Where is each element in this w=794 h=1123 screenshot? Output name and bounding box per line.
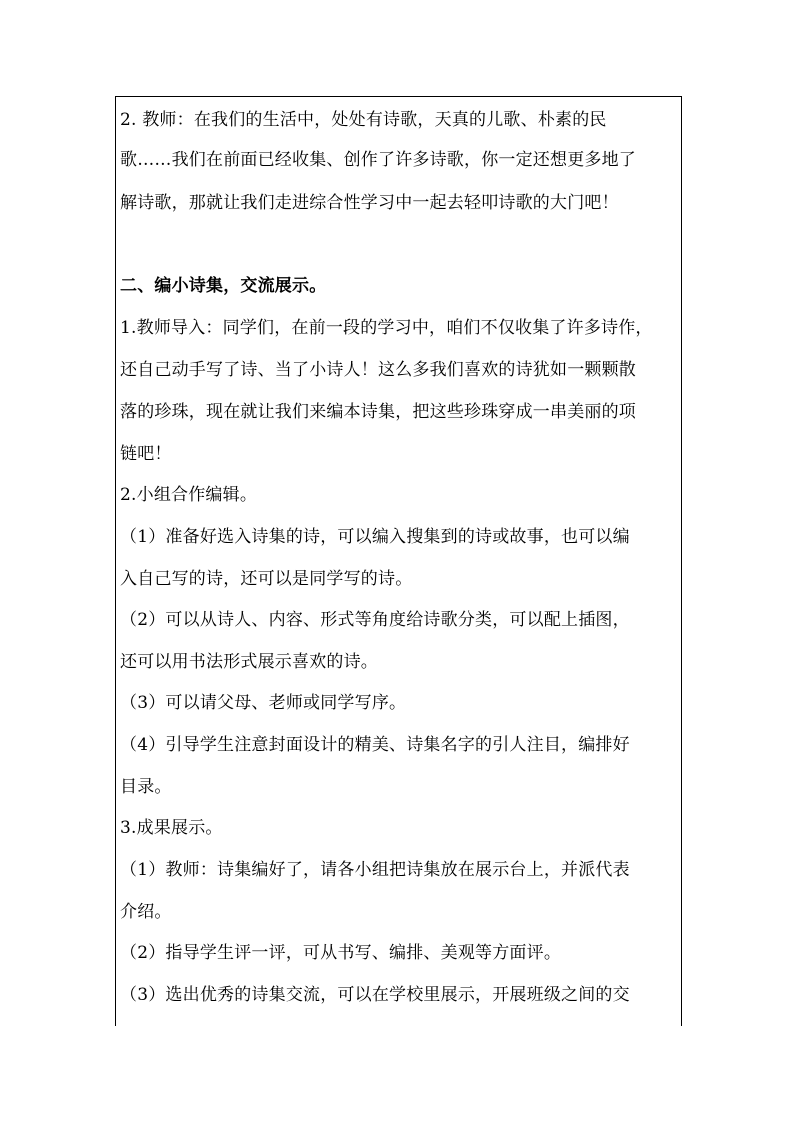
paragraph-line: 1.教师导入：同学们，在前一段的学习中，咱们不仅收集了许多诗作， [120,318,653,338]
paragraph-line: 歌……我们在前面已经收集、创作了许多诗歌，你一定还想更多地了 [120,150,636,170]
paragraph-line: 还可以用书法形式展示喜欢的诗。 [120,652,378,672]
paragraph-line: （1）准备好选入诗集的诗，可以编入搜集到的诗或故事，也可以编 [120,527,630,547]
paragraph-line: 3.成果展示。 [120,818,223,838]
paragraph-line: 2. 教师：在我们的生活中，处处有诗歌，天真的儿歌、朴素的民 [120,110,607,130]
paragraph-line: 解诗歌，那就让我们走进综合性学习中一起去轻叩诗歌的大门吧！ [120,193,619,213]
section-heading: 二、编小诗集，交流展示。 [120,276,327,296]
paragraph-line: 入自己写的诗，还可以是同学写的诗。 [120,569,413,589]
paragraph-line: （2）指导学生评一评，可从书写、编排、美观等方面评。 [120,943,562,963]
paragraph-line: （3）可以请父母、老师或同学写序。 [120,693,407,713]
paragraph-line: 介绍。 [120,902,172,922]
paragraph-line: 链吧！ [120,444,172,464]
paragraph-line: （4）引导学生注意封面设计的精美、诗集名字的引人注目，编排好 [120,735,630,755]
paragraph-line: 还自己动手写了诗、当了小诗人！这么多我们喜欢的诗犹如一颗颗散 [120,360,636,380]
paragraph-line: 2.小组合作编辑。 [120,485,258,505]
paragraph-line: （3）选出优秀的诗集交流，可以在学校里展示，开展班级之间的交 [120,985,630,1005]
table-cell-border [115,96,682,1026]
paragraph-line: 落的珍珠，现在就让我们来编本诗集，把这些珍珠穿成一串美丽的项 [120,402,636,422]
paragraph-line: 目录。 [120,777,172,797]
paragraph-line: （1）教师：诗集编好了，请各小组把诗集放在展示台上，并派代表 [120,860,630,880]
paragraph-line: （2）可以从诗人、内容、形式等角度给诗歌分类，可以配上插图， [120,610,630,630]
